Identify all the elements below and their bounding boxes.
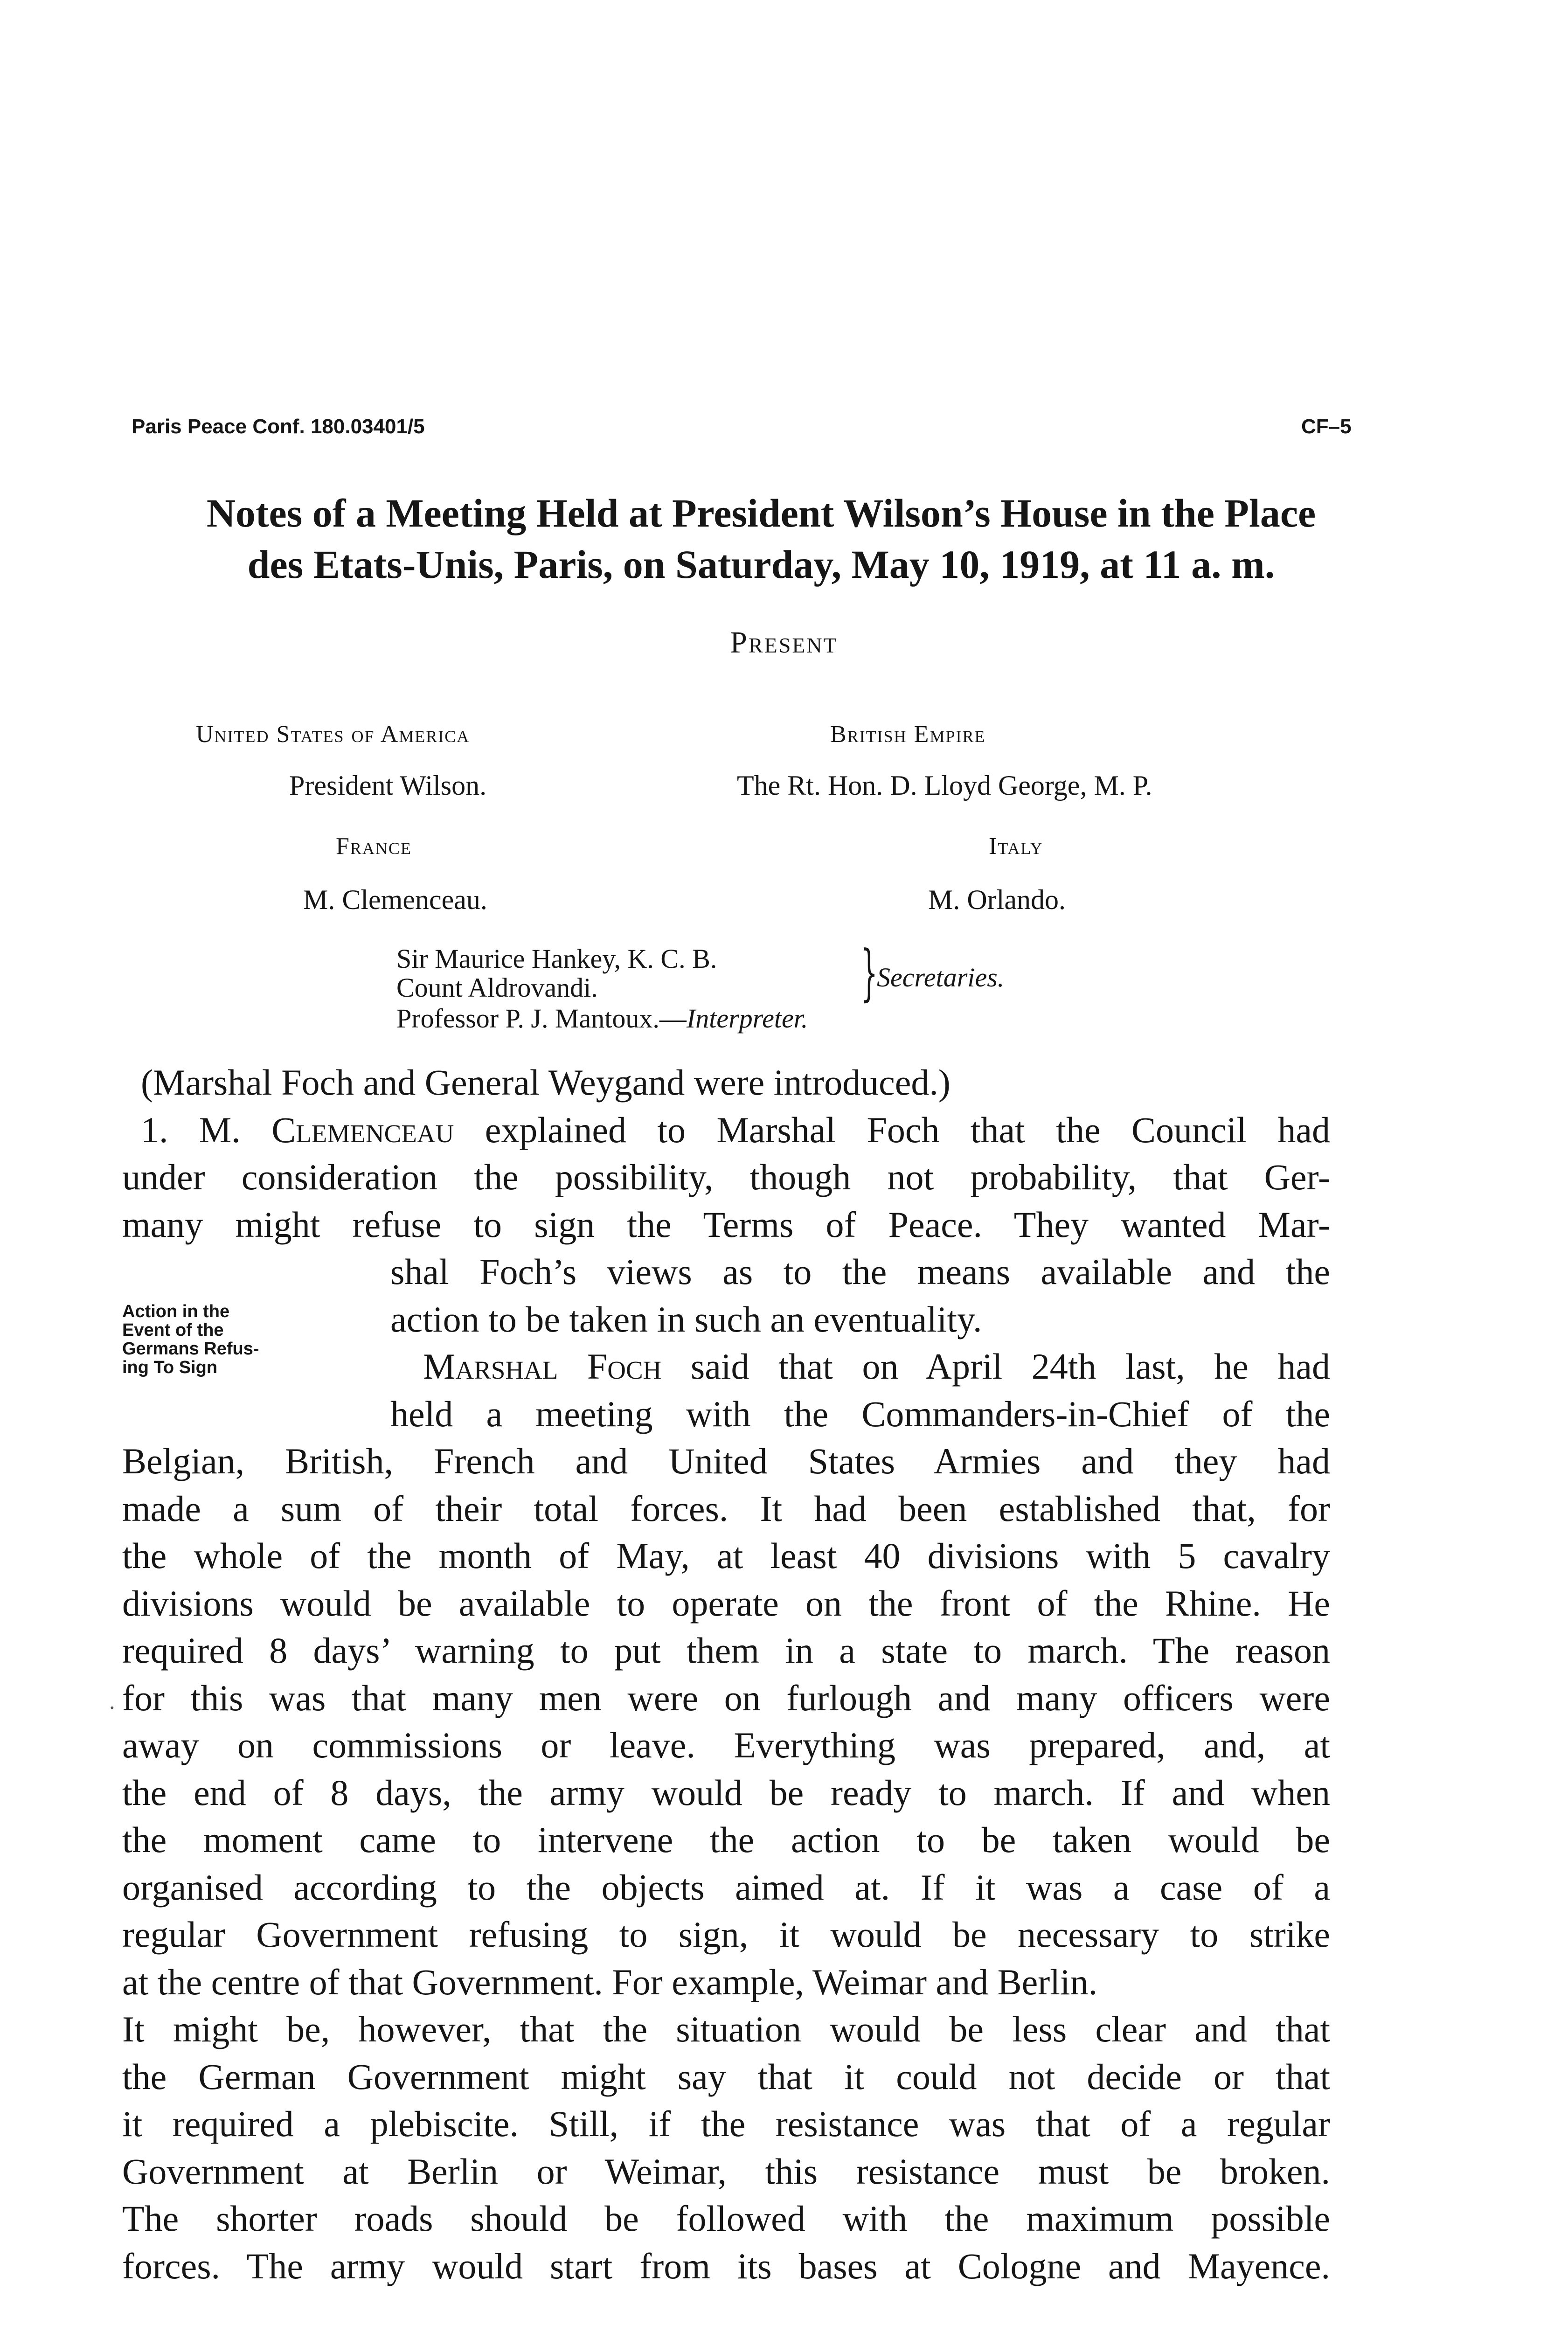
secretaries-label: Secretaries.: [877, 962, 1005, 992]
body-line: forces. The army would start from its bases at Cologne and Mayence.: [122, 2245, 1330, 2286]
secretaries-list: [396, 944, 717, 1002]
sidenote-line: ing To Sign: [122, 1358, 218, 1377]
title-line-1: Notes of a Meeting Held at President Wilson’s House in the Place: [206, 491, 1316, 535]
body-line: away on commissions or leave. Everything was prepared, and, at: [122, 1725, 1330, 1765]
body-line: action to be taken in such an eventuality.: [390, 1298, 982, 1340]
body-line: divisions would be available to operate on the front of the Rhine. He: [122, 1582, 1330, 1624]
body-line: made a sum of their total forces. It had been established that, for: [122, 1488, 1330, 1529]
body-line: regular Government refusing to sign, it would be necessary to strike: [122, 1914, 1330, 1955]
item-number: 1. M.: [141, 1109, 272, 1150]
speaker-clemenceau: Clemenceau: [271, 1109, 454, 1150]
body-line-text: explained to Marshal Foch that the Council had: [454, 1109, 1330, 1150]
body-line: for this was that many men were on furlough and many officers were: [122, 1677, 1330, 1718]
attendee-clemenceau: M. Clemenceau.: [303, 884, 487, 915]
country-united-states: United States of America: [196, 721, 470, 748]
present-heading: Present: [730, 625, 838, 659]
sidenote-line: Event of the: [122, 1320, 224, 1340]
body-line: the end of 8 days, the army would be ready to march. If and when: [122, 1772, 1330, 1813]
secretary-hankey: Sir Maurice Hankey, K. C. B.: [396, 944, 717, 974]
attendee-lloyd-george: The Rt. Hon. D. Lloyd George, M. P.: [737, 770, 1152, 801]
body-line: shal Foch’s views as to the means available and the: [390, 1251, 1330, 1292]
body-line: Belgian, British, French and United States Armies and they had: [122, 1441, 1330, 1481]
intro-line: (Marshal Foch and General Weygand were introduced.): [141, 1062, 951, 1103]
body-line: the moment came to intervene the action to be taken would be: [122, 1819, 1330, 1860]
sidenote-line: Germans Refus-: [122, 1339, 259, 1359]
body-line: the German Government might say that it could not decide or that: [122, 2056, 1330, 2097]
body-line: Government at Berlin or Weimar, this resistance must be broken.: [122, 2151, 1330, 2192]
sidenote-line: Action in the: [122, 1302, 230, 1321]
body-line: The shorter roads should be followed with the maximum possible: [122, 2198, 1330, 2239]
margin-mark: ·: [108, 1694, 116, 1721]
interpreter-name: Professor P. J. Mantoux.—: [396, 1003, 687, 1034]
country-british-empire: British Empire: [830, 721, 986, 748]
attendee-wilson: President Wilson.: [289, 770, 487, 801]
interpreter-line: [396, 1003, 808, 1034]
body-line: under consideration the possibility, though not probability, that Ger-: [122, 1157, 1330, 1197]
body-line: It might be, however, that the situation would be less clear and that: [122, 2009, 1330, 2049]
interpreter-label: Interpreter.: [686, 1003, 808, 1034]
document-code: CF–5: [1301, 415, 1352, 438]
body-line: organised according to the objects aimed at. If it was a case of a: [122, 1867, 1330, 1908]
body-line: the whole of the month of May, at least 40 divisions with 5 cavalry: [122, 1535, 1330, 1576]
title-line-2: des Etats-Unis, Paris, on Saturday, May 10, 1919, at 11 a. m.: [247, 542, 1275, 587]
body-line: required 8 days’ warning to put them in a state to march. The reason: [122, 1630, 1330, 1671]
body-line: it required a plebiscite. Still, if the resistance was that of a regular: [122, 2103, 1330, 2144]
page-title: [132, 487, 1391, 590]
secretary-aldrovandi: Count Aldrovandi.: [396, 972, 598, 1003]
document-reference: Paris Peace Conf. 180.03401/5: [132, 415, 425, 438]
body-line: [122, 1106, 1330, 1154]
body-line: many might refuse to sign the Terms of Peace. They wanted Mar-: [122, 1204, 1330, 1245]
secretaries-brace: }: [860, 937, 878, 1008]
country-italy: Italy: [989, 833, 1043, 860]
country-france: France: [336, 833, 412, 860]
speaker-foch: Marshal Foch: [423, 1346, 662, 1387]
body-line: [122, 1343, 1330, 1390]
body-line: at the centre of that Government. For example, Weimar and Berlin.: [122, 1961, 1098, 2002]
body-line: held a meeting with the Commanders-in-Chief of the: [390, 1393, 1330, 1434]
attendee-orlando: M. Orlando.: [928, 884, 1066, 915]
body-line-text: said that on April 24th last, he had: [661, 1346, 1330, 1387]
body-text: [122, 1059, 1330, 2290]
